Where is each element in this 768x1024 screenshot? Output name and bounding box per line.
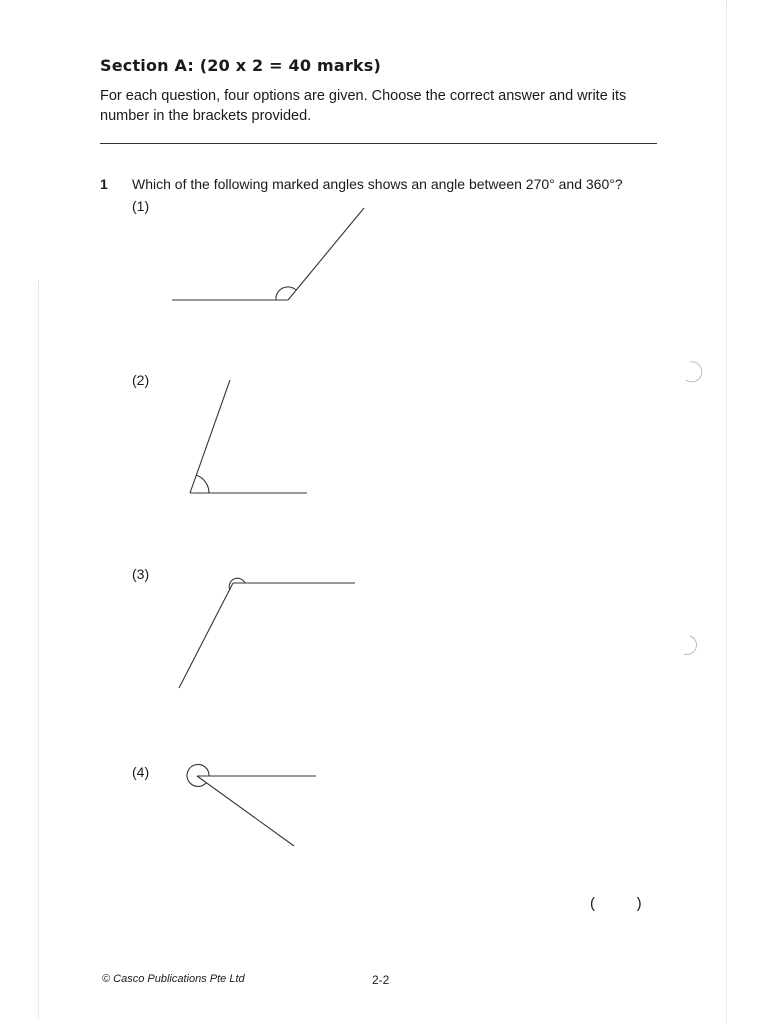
- option-3-label: (3): [132, 566, 150, 582]
- publisher-credit: © Casco Publications Pte Ltd: [102, 973, 245, 985]
- obtuse-angle-icon: [172, 208, 364, 300]
- page-number: 2-2: [372, 973, 390, 987]
- section-instructions: For each question, four options are given. Choose the correct answer and write its number in the brackets provided.: [100, 88, 627, 124]
- reflex-angle-icon: [179, 578, 355, 688]
- option-2-label: (2): [132, 372, 150, 388]
- question-number: 1: [100, 176, 108, 192]
- section-title: Section A: (20 x 2 = 40 marks): [100, 56, 381, 75]
- acute-angle-icon: [190, 380, 307, 493]
- binder-hole-icon: [684, 362, 702, 655]
- option-1-label: (1): [132, 198, 150, 214]
- option-4-label: (4): [132, 764, 150, 780]
- question-text: Which of the following marked angles shows an angle between 270° and 360°?: [132, 176, 623, 192]
- reflex-angle-icon: [187, 764, 316, 846]
- answer-bracket[interactable]: ( ): [590, 895, 642, 912]
